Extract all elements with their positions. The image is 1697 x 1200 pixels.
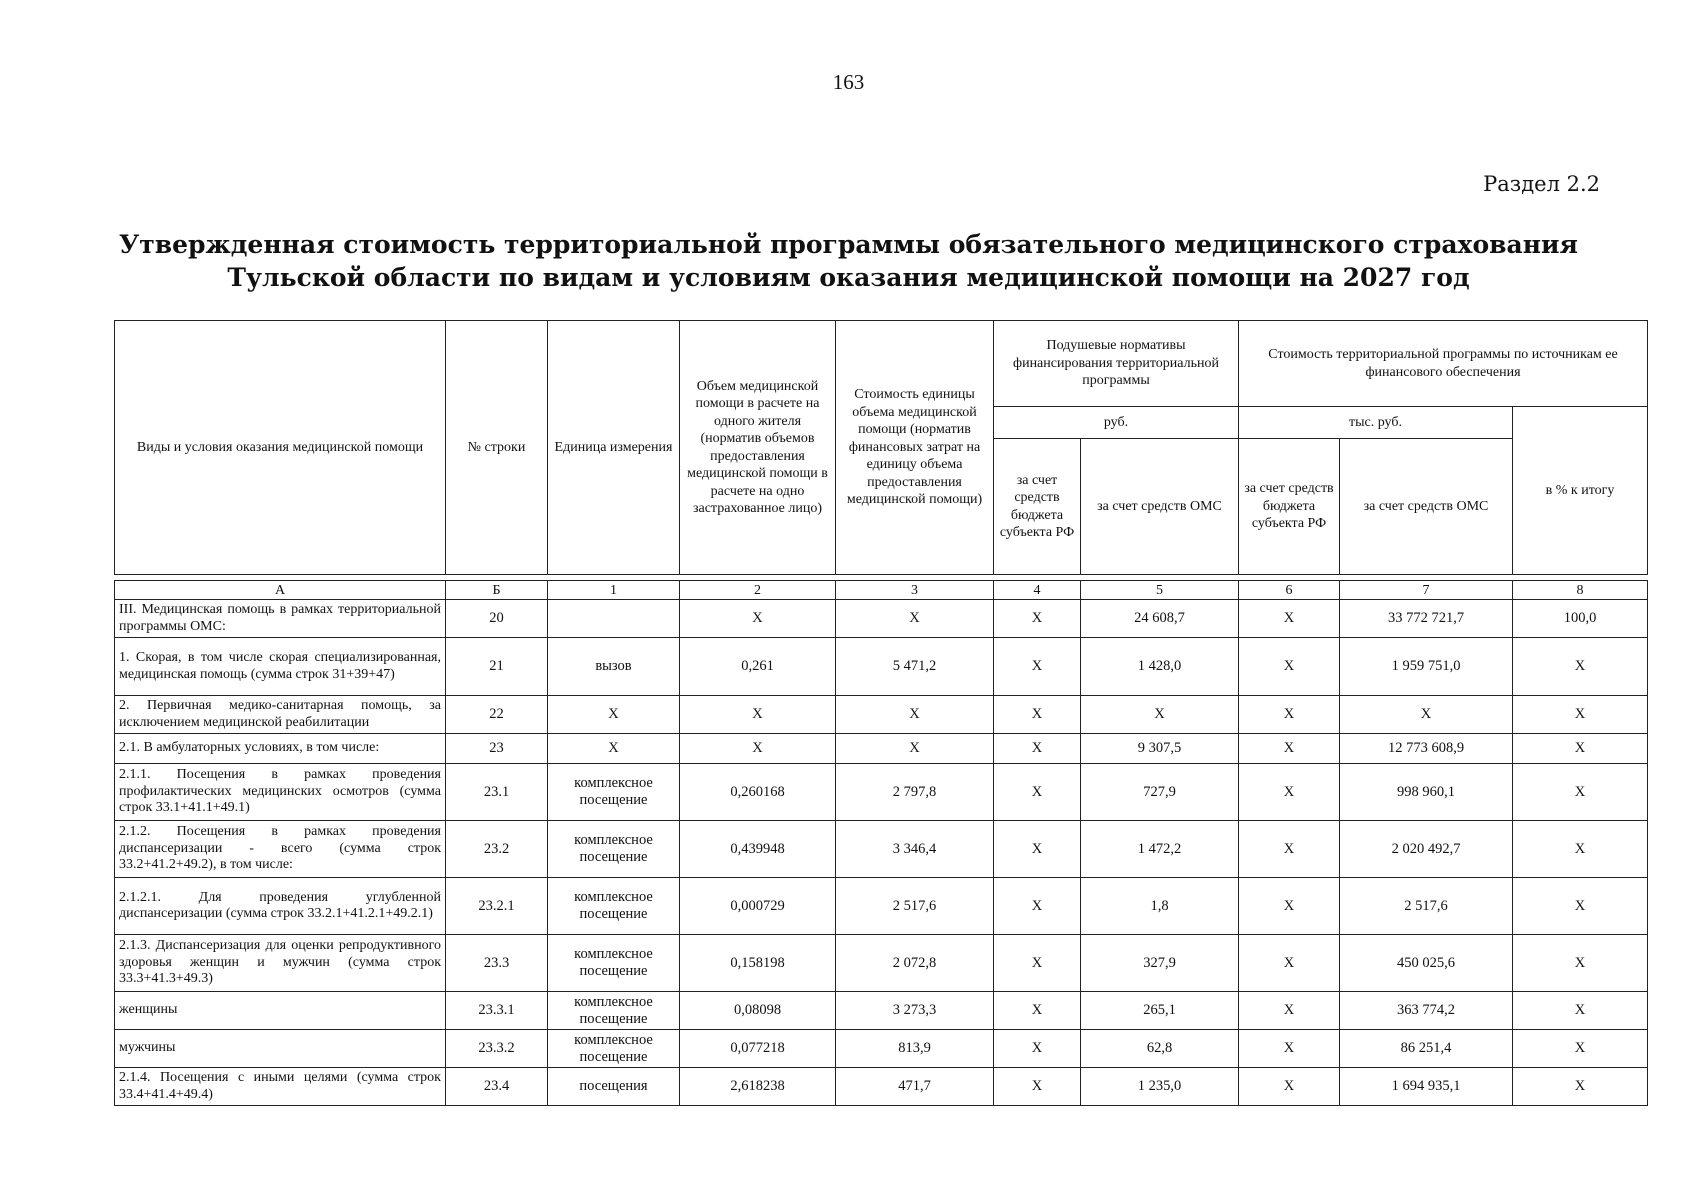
cell-unit: комплексное посещение — [548, 1030, 680, 1068]
cell-unit-cost: 5 471,2 — [836, 638, 994, 696]
cell-oms-per-capita: 24 608,7 — [1081, 600, 1239, 638]
column-index: Б — [446, 581, 548, 600]
column-index: 8 — [1513, 581, 1648, 600]
cell-oms-total: 2 020 492,7 — [1340, 821, 1513, 878]
table-row — [115, 638, 1648, 696]
cell-oms-per-capita: 1 235,0 — [1081, 1068, 1239, 1106]
cell-row-number: 23.3 — [446, 935, 548, 992]
cell-unit-cost: X — [836, 600, 994, 638]
table-row — [115, 992, 1648, 1030]
cell-row-number: 23.3.1 — [446, 992, 548, 1030]
cell-unit-cost: 471,7 — [836, 1068, 994, 1106]
document-title — [0, 228, 1697, 294]
cell-budget-total: X — [1239, 734, 1340, 764]
cell-oms-total: 450 025,6 — [1340, 935, 1513, 992]
column-index: 7 — [1340, 581, 1513, 600]
cell-oms-per-capita: 727,9 — [1081, 764, 1239, 821]
cell-row-label: 2.1.1. Посещения в рамках проведения профилактических медицинских осмотров (сумма строк 33.1+41.1+49.1) — [115, 764, 446, 821]
title-line-1: Утвержденная стоимость территориальной программы обязательного медицинского страхования — [118, 230, 1579, 259]
page-number: 163 — [832, 70, 865, 94]
cell-budget-total: X — [1239, 1068, 1340, 1106]
cell-unit: комплексное посещение — [548, 764, 680, 821]
column-index: 3 — [836, 581, 994, 600]
cell-unit — [548, 600, 680, 638]
cell-volume: 0,08098 — [680, 992, 836, 1030]
column-index: А — [115, 581, 446, 600]
cell-oms-total: 363 774,2 — [1340, 992, 1513, 1030]
cell-unit-cost: X — [836, 734, 994, 764]
header-thousand-rub: тыс. руб. — [1239, 407, 1513, 439]
table-row — [115, 696, 1648, 734]
cell-row-number: 23.4 — [446, 1068, 548, 1106]
table-row — [115, 1030, 1648, 1068]
cell-percent: X — [1513, 696, 1648, 734]
cell-row-number: 23.3.2 — [446, 1030, 548, 1068]
cell-oms-total: 2 517,6 — [1340, 878, 1513, 935]
cell-budget-per-capita: X — [994, 935, 1081, 992]
table-row — [115, 1068, 1648, 1106]
cell-volume: 0,439948 — [680, 821, 836, 878]
cell-volume: X — [680, 696, 836, 734]
cell-row-number: 23.2 — [446, 821, 548, 878]
cell-row-number: 23.1 — [446, 764, 548, 821]
cell-oms-total: 86 251,4 — [1340, 1030, 1513, 1068]
cell-volume: 0,260168 — [680, 764, 836, 821]
cell-oms-total: 12 773 608,9 — [1340, 734, 1513, 764]
header-per-capita: Подушевые нормативы финансирования территориальной программы — [994, 321, 1239, 407]
cell-volume: X — [680, 734, 836, 764]
column-index-row — [115, 581, 1648, 600]
cell-volume: 0,158198 — [680, 935, 836, 992]
cell-volume: 0,077218 — [680, 1030, 836, 1068]
cell-percent: X — [1513, 734, 1648, 764]
cell-budget-total: X — [1239, 992, 1340, 1030]
header-oms: за счет средств ОМС — [1081, 439, 1239, 575]
cell-unit-cost: X — [836, 696, 994, 734]
cell-percent: X — [1513, 878, 1648, 935]
cell-budget-per-capita: X — [994, 821, 1081, 878]
cell-oms-per-capita: 1 472,2 — [1081, 821, 1239, 878]
cell-budget-total: X — [1239, 878, 1340, 935]
cell-budget-per-capita: X — [994, 1068, 1081, 1106]
cell-volume: 0,261 — [680, 638, 836, 696]
cell-row-label: женщины — [115, 992, 446, 1030]
cell-unit: X — [548, 696, 680, 734]
table-row — [115, 935, 1648, 992]
column-index: 4 — [994, 581, 1081, 600]
header-kind: Виды и условия оказания медицинской помощи — [115, 321, 446, 575]
cell-unit: комплексное посещение — [548, 878, 680, 935]
cell-unit-cost: 3 346,4 — [836, 821, 994, 878]
cell-row-number: 22 — [446, 696, 548, 734]
column-index: 1 — [548, 581, 680, 600]
cell-budget-per-capita: X — [994, 1030, 1081, 1068]
cell-oms-total: 1 959 751,0 — [1340, 638, 1513, 696]
table-row — [115, 600, 1648, 638]
cell-budget-total: X — [1239, 600, 1340, 638]
cell-budget-per-capita: X — [994, 638, 1081, 696]
cell-oms-total: 33 772 721,7 — [1340, 600, 1513, 638]
table-row — [115, 764, 1648, 821]
header-row-number: № строки — [446, 321, 548, 575]
column-index: 2 — [680, 581, 836, 600]
cell-row-number: 23 — [446, 734, 548, 764]
cell-oms-per-capita: 62,8 — [1081, 1030, 1239, 1068]
header-rub: руб. — [994, 407, 1239, 439]
cell-budget-total: X — [1239, 696, 1340, 734]
header-program-cost: Стоимость территориальной программы по источникам ее финансового обеспечения — [1239, 321, 1648, 407]
cell-row-label: 2. Первичная медико-санитарная помощь, за исключением медицинской реабилитации — [115, 696, 446, 734]
cell-volume: 2,618238 — [680, 1068, 836, 1106]
data-table — [114, 580, 1648, 1106]
cell-unit: комплексное посещение — [548, 821, 680, 878]
cell-unit-cost: 2 797,8 — [836, 764, 994, 821]
cell-row-label: 1. Скорая, в том числе скорая специализированная, медицинская помощь (сумма строк 31+39+47) — [115, 638, 446, 696]
cell-budget-per-capita: X — [994, 764, 1081, 821]
header-unit-cost: Стоимость единицы объема медицинской помощи (норматив финансовых затрат на единицу объема предоставления медицинской помощи) — [836, 321, 994, 575]
cell-oms-per-capita: 1,8 — [1081, 878, 1239, 935]
header-budget: за счет средств бюджета субъекта РФ — [994, 439, 1081, 575]
table-row — [115, 878, 1648, 935]
cell-percent: X — [1513, 935, 1648, 992]
cell-oms-total: X — [1340, 696, 1513, 734]
cell-unit-cost: 2 072,8 — [836, 935, 994, 992]
column-index: 5 — [1081, 581, 1239, 600]
cell-budget-per-capita: X — [994, 992, 1081, 1030]
cell-budget-per-capita: X — [994, 878, 1081, 935]
header-table — [114, 320, 1648, 575]
cell-percent: X — [1513, 1068, 1648, 1106]
cell-unit-cost: 3 273,3 — [836, 992, 994, 1030]
header-oms-total: за счет средств ОМС — [1340, 439, 1513, 575]
cell-oms-total: 998 960,1 — [1340, 764, 1513, 821]
header-budget-total: за счет средств бюджета субъекта РФ — [1239, 439, 1340, 575]
cell-unit: X — [548, 734, 680, 764]
cell-unit: вызов — [548, 638, 680, 696]
cell-percent: X — [1513, 1030, 1648, 1068]
cell-budget-per-capita: X — [994, 734, 1081, 764]
cell-budget-per-capita: X — [994, 696, 1081, 734]
column-index: 6 — [1239, 581, 1340, 600]
cell-unit-cost: 2 517,6 — [836, 878, 994, 935]
cell-row-label: 2.1.3. Диспансеризация для оценки репродуктивного здоровья женщин и мужчин (сумма строк 33.3+41.3+49.3) — [115, 935, 446, 992]
cell-volume: 0,000729 — [680, 878, 836, 935]
cell-oms-per-capita: 327,9 — [1081, 935, 1239, 992]
header-unit: Единица измерения — [548, 321, 680, 575]
cell-oms-total: 1 694 935,1 — [1340, 1068, 1513, 1106]
header-volume: Объем медицинской помощи в расчете на одного жителя (норматив объемов предоставления медицинской помощи в расчете на одно застрахованное лицо) — [680, 321, 836, 575]
section-label: Раздел 2.2 — [1483, 172, 1600, 196]
cell-percent: X — [1513, 821, 1648, 878]
cell-row-number: 20 — [446, 600, 548, 638]
cell-oms-per-capita: X — [1081, 696, 1239, 734]
cell-budget-total: X — [1239, 1030, 1340, 1068]
cell-row-number: 23.2.1 — [446, 878, 548, 935]
header-percent: в % к итогу — [1513, 407, 1648, 575]
cell-percent: 100,0 — [1513, 600, 1648, 638]
cell-oms-per-capita: 265,1 — [1081, 992, 1239, 1030]
cell-oms-per-capita: 9 307,5 — [1081, 734, 1239, 764]
cell-unit-cost: 813,9 — [836, 1030, 994, 1068]
table-row — [115, 821, 1648, 878]
cell-percent: X — [1513, 764, 1648, 821]
cell-row-label: мужчины — [115, 1030, 446, 1068]
cell-unit: комплексное посещение — [548, 992, 680, 1030]
cell-budget-total: X — [1239, 638, 1340, 696]
cell-volume: X — [680, 600, 836, 638]
cell-row-label: III. Медицинская помощь в рамках территориальной программы ОМС: — [115, 600, 446, 638]
cell-budget-total: X — [1239, 935, 1340, 992]
cell-row-number: 21 — [446, 638, 548, 696]
cell-row-label: 2.1.2.1. Для проведения углубленной диспансеризации (сумма строк 33.2.1+41.2.1+49.2.1) — [115, 878, 446, 935]
cell-oms-per-capita: 1 428,0 — [1081, 638, 1239, 696]
cell-row-label: 2.1.4. Посещения с иными целями (сумма строк 33.4+41.4+49.4) — [115, 1068, 446, 1106]
cell-unit: комплексное посещение — [548, 935, 680, 992]
cell-row-label: 2.1.2. Посещения в рамках проведения диспансеризации - всего (сумма строк 33.2+41.2+49.2), в том числе: — [115, 821, 446, 878]
title-line-2: Тульской области по видам и условиям оказания медицинской помощи на 2027 год — [227, 263, 1470, 292]
cell-row-label: 2.1. В амбулаторных условиях, в том числе: — [115, 734, 446, 764]
cell-percent: X — [1513, 638, 1648, 696]
cell-budget-per-capita: X — [994, 600, 1081, 638]
cell-percent: X — [1513, 992, 1648, 1030]
cell-budget-total: X — [1239, 821, 1340, 878]
cell-unit: посещения — [548, 1068, 680, 1106]
cell-budget-total: X — [1239, 764, 1340, 821]
table-row — [115, 734, 1648, 764]
